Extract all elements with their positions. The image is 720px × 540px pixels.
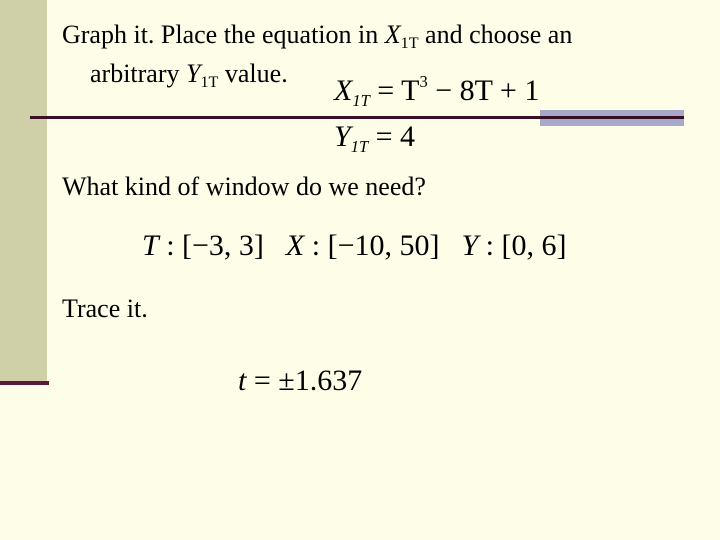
window-y-label: Y [461,229,479,262]
intro-line2-suffix: value. [218,58,288,88]
intro-sub-y: 1T [200,73,219,91]
window-settings [142,229,567,263]
window-t-range: : [−3, 3] [158,229,264,262]
window-t-label: T [142,229,159,262]
window-question: What kind of window do we need? [62,172,426,201]
intro-line2-prefix: arbitrary [90,58,187,88]
intro-line1 [62,20,573,52]
eq-y-sub: 1T [350,136,369,156]
accent-line [540,116,684,119]
eq-x-exp: 3 [419,72,428,91]
equation-y [334,120,415,157]
eq-y-rhs: = 4 [368,120,416,153]
trace-result [238,364,362,398]
intro-sub-x: 1T [400,34,419,52]
equation-x [334,72,539,111]
window-y-range: : [0, 6] [478,229,567,262]
trace-value: = ±1.637 [246,364,363,397]
intro-line1-suffix: and choose an [418,20,573,49]
intro-line1-prefix: Graph it. Place the equation in [62,20,385,49]
eq-y-var: Y [334,120,351,153]
title-divider [30,116,540,119]
eq-x-var: X [334,74,353,108]
eq-x-rhs-b: − 8T + 1 [427,74,540,108]
window-x-label: X [285,229,305,262]
eq-x-rhs-a: = T [369,74,420,108]
intro-var-x: X [384,20,401,49]
eq-x-sub: 1T [352,90,370,110]
trace-var: t [238,364,247,397]
window-x-range: : [−10, 50] [304,229,440,262]
sidebar-panel [0,0,47,385]
sidebar-rule [0,381,49,385]
trace-label: Trace it. [62,294,148,323]
intro-var-y: Y [186,58,201,88]
